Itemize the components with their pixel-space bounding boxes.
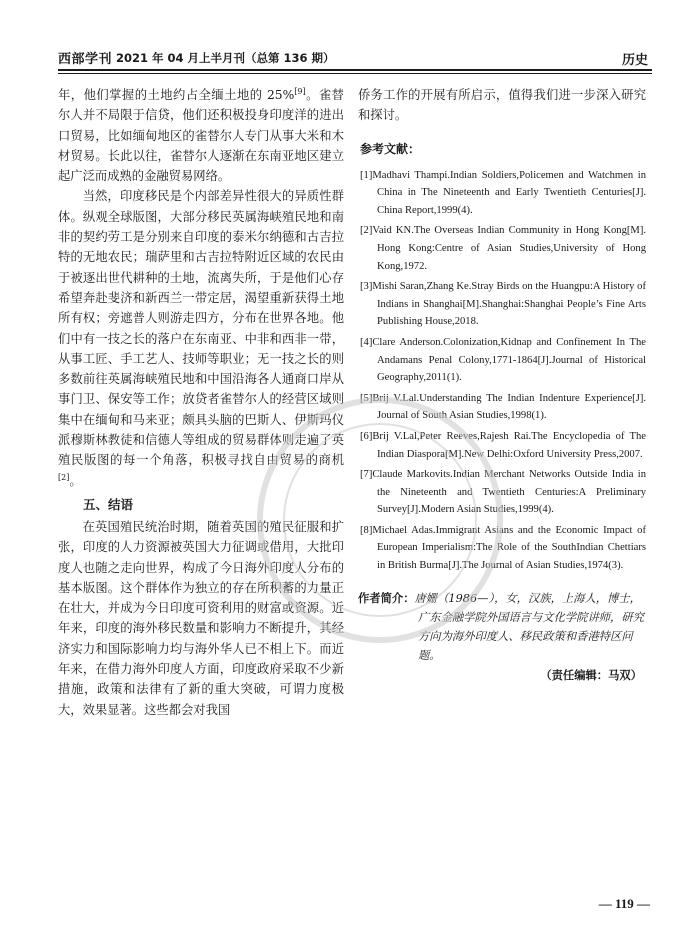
page-number: — 119 —	[598, 896, 650, 911]
references-title: 参考文献：	[360, 141, 421, 156]
responsible-editor: （责任编辑：马双）	[540, 668, 642, 682]
paragraph	[58, 85, 344, 186]
reference-item: [5]Brij V.Lal.Understanding The Indian Indenture Experience[J]. Journal of South Asian Studies,1998(1).	[360, 392, 646, 422]
paragraph: 侨务工作的开展有所启示，值得我们进一步深入研究和探讨。	[358, 88, 646, 123]
paragraph	[58, 186, 344, 490]
citation-mark: [9]	[294, 86, 306, 96]
reference-item: [4]Clare Anderson.Colonization,Kidnap and Confinement In The Andamans Penal Colony,1771-1864[J].Journal of Historical Geography,2011(1).	[360, 336, 646, 384]
issue-info: 2021 年 04 月上半月刊（总第 136 期）	[116, 51, 335, 65]
header-rule-thick	[58, 69, 652, 71]
reference-item: [1]Madhavi Thampi.Indian Soldiers,Policemen and Watchmen in China in The Nineteenth and Early Twentieth Centuries[J]. China Report,1999(4).	[360, 169, 646, 216]
reference-item: [6]Brij V.Lal,Peter Reeves,Rajesh Rai.The Encyclopedia of The Indian Diaspora[M].New Delhi:Oxford University Press,2007.	[360, 430, 646, 460]
reference-item: [7]Claude Markovits.Indian Merchant Networks Outside India in the Nineteenth and Twentieth Centuries:A Preliminary Survey[J].Modern Asian Studies,1999(4).	[360, 469, 646, 516]
section-heading: 五、结语	[83, 496, 134, 512]
citation-mark: [2]	[58, 472, 70, 482]
author-label: 作者简介：	[358, 591, 415, 605]
right-column	[358, 85, 646, 683]
header-rule-thin	[58, 73, 652, 74]
journal-name: 西部学刊	[58, 52, 113, 67]
page-header	[58, 46, 652, 68]
paragraph-text: 。雀替尔人并不局限于信贷，他们还积极投身印度洋的进出口贸易，比如缅甸地区的雀替尔人专门从事大米和木材贸易。长此以往，雀替尔人逐渐在东南亚地区建立起广泛而成熟的金融贸易网络。	[58, 88, 344, 184]
reference-item: [3]Mishi Saran,Zhang Ke.Stray Birds on the Huangpu:A History of Indians in Shanghai[M].Shanghai:Shanghai People’s Fine Arts Publishing House,2018.	[360, 281, 646, 328]
paragraph-text: 年，他们掌握的土地约占全缅土地的 25%	[58, 88, 295, 102]
section-label: 历史	[621, 53, 648, 68]
paragraph-text: 当然，印度移民是个内部差异性很大的异质性群体。纵观全球版图，大部分移民英属海峡殖民地和南非的契约劳工是分别来自印度的泰米尔纳德和古吉拉特的无地农民；瑞萨里和古吉拉特附近区域的农民由于被逐出世代耕种的土地，流离失所，于是他们心存希望奔赴斐济和新西兰一带定居，渴望重新获得土地所有权；旁遮普人则游走四方，分布在世界各地。他们中有一技之长的落户在东南亚、中非和西非一带，从事工匠、手工艺人、技师等职业；无一技之长的则多数前往英属海峡殖民地和中国沿海各人通商口岸从事门卫、保安等工作；放贷者雀替尔人的经营区域则集中在缅甸和马来亚；颇具头脑的巴斯人、伊斯玛仪派穆斯林教徒和信德人等组成的贸易群体则走遍了英殖民版图的每一个角落，积极寻找自由贸易的商机	[58, 189, 344, 468]
reference-item: [8]Michael Adas.Immigrant Asians and the Economic Impact of European Imperialism:The Role of the SouthIndian Chettiars in British Burma[J].The Journal of Asian Studies,1974(3).	[360, 524, 646, 572]
author-body: 唐姗（1986—），女，汉族，上海人，博士，广东金融学院外国语言与文化学院讲师，研究方向为海外印度人、移民政策和香港特区问题。	[414, 591, 644, 662]
paragraph: 在英国殖民统治时期，随着英国的殖民征服和扩张，印度的人力资源被英国大力征调或借用，大批印度人也随之走向世界，构成了今日海外印度人分布的基本版图。这个群体作为独立的存在所积蓄的力量正在壮大，并成为今日印度可资利用的财富或资源。近年来，印度的海外移民数量和影响力不断提升，其经济实力和国际影响力均与海外华人已不相上下。而近年来，在借力海外印度人方面，印度政府采取不少新措施，政策和法律有了新的重大突破，可谓力度极大，效果显著。这些都会对我国	[58, 519, 344, 717]
reference-list	[358, 167, 646, 575]
left-column	[58, 85, 344, 720]
paragraph-text: 。	[69, 473, 82, 488]
author-bio	[358, 589, 646, 665]
reference-item: [2]Vaid KN.The Overseas Indian Community in Hong Kong[M]. Hong Kong:Centre of Asian Studies,University of Hong Kong,1972.	[360, 225, 646, 272]
